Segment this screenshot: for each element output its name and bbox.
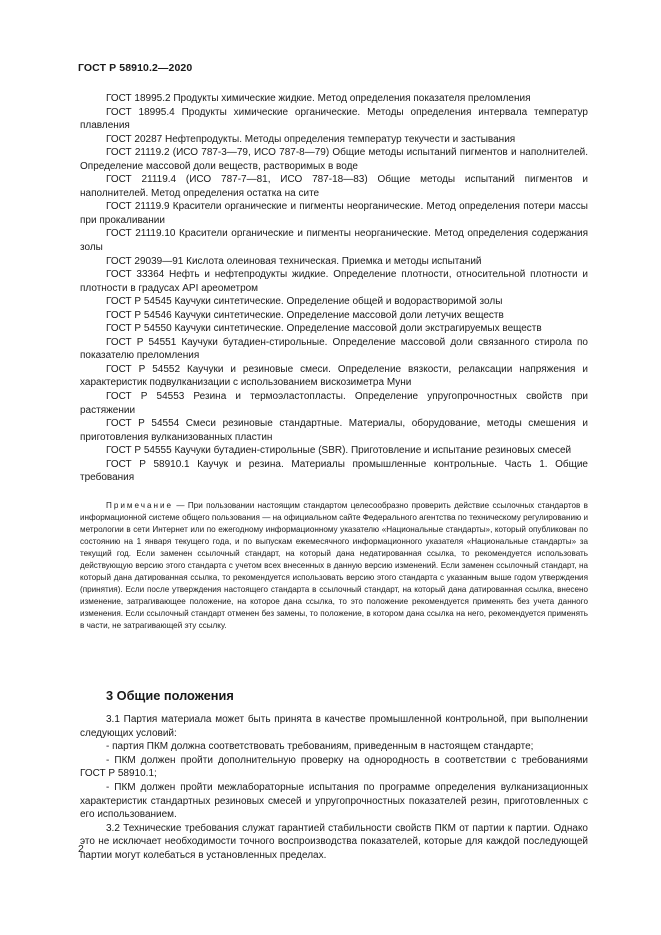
note-text: — При пользовании настоящим стандартом целесообразно проверить действие ссылочных стандартов в информационной системе общего пользования — на официальном сайте Федерального агентства по техническому регулированию и метрологии в сети Интернет или по ежегодному информационному указателю «Национальные стандарты», который опубликован по состоянию на 1 января текущего года, и по выпускам ежемесячного информационного указателя «Национальные стандарты» за текущий год. Если заменен ссылочный стандарт, на который дана недатированная ссылка, то рекомендуется использовать действующую версию этого стандарта с учетом всех внесенных в данную версию изменений. Если заменен ссылочный стандарт, на который дана датированная ссылка, то рекомендуется использовать версию этого стандарта с указанным выше годом утверждения (принятия). Если после утверждения настоящего стандарта в ссылочный стандарт, на который дана датированная ссылка, внесено изменение, затрагивающее положение, на которое дана ссылка, то это положение рекомендуется применять без учета данного изменения. Если ссылочный стандарт отменен без замены, то положение, в котором дана ссылка на него, рекомендуется применять в части, не затрагивающей эту ссылку. [80, 501, 588, 631]
reference-item: ГОСТ 33364 Нефть и нефтепродукты жидкие. Определение плотности, относительной плотности и плотности в градусах API ареометром [80, 269, 588, 294]
reference-item: ГОСТ 21119.9 Красители органические и пигменты неорганические. Метод определения потери массы при прокаливании [80, 201, 588, 226]
reference-item: ГОСТ 21119.4 (ИСО 787-7—81, ИСО 787-18—83) Общие методы испытаний пигментов и наполнителей. Метод определения остатка на сите [80, 174, 588, 199]
section-heading: 3 Общие положения [106, 688, 234, 703]
reference-item: ГОСТ Р 54554 Смеси резиновые стандартные. Материалы, оборудование, методы смешения и приготовления вулканизованных пластин [80, 418, 588, 443]
reference-item: ГОСТ 21119.2 (ИСО 787-3—79, ИСО 787-8—79) Общие методы испытаний пигментов и наполнителей. Определение массовой доли веществ, растворимых в воде [80, 147, 588, 172]
reference-item: ГОСТ Р 54551 Каучуки бутадиен-стирольные. Определение массовой доли связанного стирола по показателю преломления [80, 336, 588, 362]
clause-3-1: 3.1 Партия материала может быть принята в качестве промышленной контрольной, при выполнении следующих условий: [80, 714, 588, 739]
reference-item: ГОСТ Р 54545 Каучуки синтетические. Определение общей и водорастворимой золы [106, 296, 503, 308]
reference-item: ГОСТ Р 54555 Каучуки бутадиен-стирольные (SBR). Приготовление и испытание резиновых смесей [106, 445, 572, 457]
condition-item: - ПКМ должен пройти дополнительную проверку на однородность в соответствии с требованиями ГОСТ Р 58910.1; [80, 754, 588, 780]
reference-item: ГОСТ Р 54550 Каучуки синтетические. Определение массовой доли экстрагируемых веществ [106, 323, 542, 335]
reference-item: ГОСТ 29039—91 Кислота олеиновая техническая. Приемка и методы испытаний [106, 255, 482, 267]
reference-item: ГОСТ 21119.10 Красители органические и пигменты неорганические. Метод определения содержания золы [80, 228, 588, 254]
reference-item: ГОСТ Р 54552 Каучуки и резиновые смеси. Определение вязкости, релаксации напряжения и характеристик подвулканизации с использованием вискозиметра Муни [80, 363, 588, 389]
condition-item: - партия ПКМ должна соответствовать требованиям, приведенным в настоящем стандарте; [106, 741, 534, 753]
note-paragraph [80, 500, 588, 633]
reference-item: ГОСТ Р 58910.1 Каучук и резина. Материалы промышленные контрольные. Часть 1. Общие требования [80, 458, 588, 484]
note-label: Примечание [106, 501, 174, 510]
document-header: ГОСТ Р 58910.2—2020 [78, 62, 193, 74]
reference-item: ГОСТ Р 54546 Каучуки синтетические. Определение массовой доли летучих веществ [106, 309, 504, 321]
section-body [80, 713, 588, 863]
reference-item: ГОСТ 20287 Нефтепродукты. Методы определения температур текучести и застывания [106, 133, 516, 145]
normative-references-list [80, 92, 588, 485]
clause-3-2: 3.2 Технические требования служат гарантией стабильности свойств ПКМ от партии к партии. Однако это не исключает необходимости точного воспроизводства показателей, которые для каждой последующей партии могут колебаться в установленных пределах. [80, 822, 588, 861]
condition-item: - ПКМ должен пройти межлабораторные испытания по программе определения вулканизационных характеристик стандартных резиновых смесей и упругопрочностных показателей резин, приготовленных с его использованием. [80, 781, 588, 821]
reference-item: ГОСТ Р 54553 Резина и термоэластопласты. Определение упругопрочностных свойств при растяжении [80, 391, 588, 416]
references-note [80, 500, 588, 633]
page-number: 2 [78, 843, 84, 855]
reference-item: ГОСТ 18995.4 Продукты химические органические. Методы определения интервала температур плавления [80, 106, 588, 132]
reference-item: ГОСТ 18995.2 Продукты химические жидкие. Метод определения показателя преломления [106, 93, 531, 104]
